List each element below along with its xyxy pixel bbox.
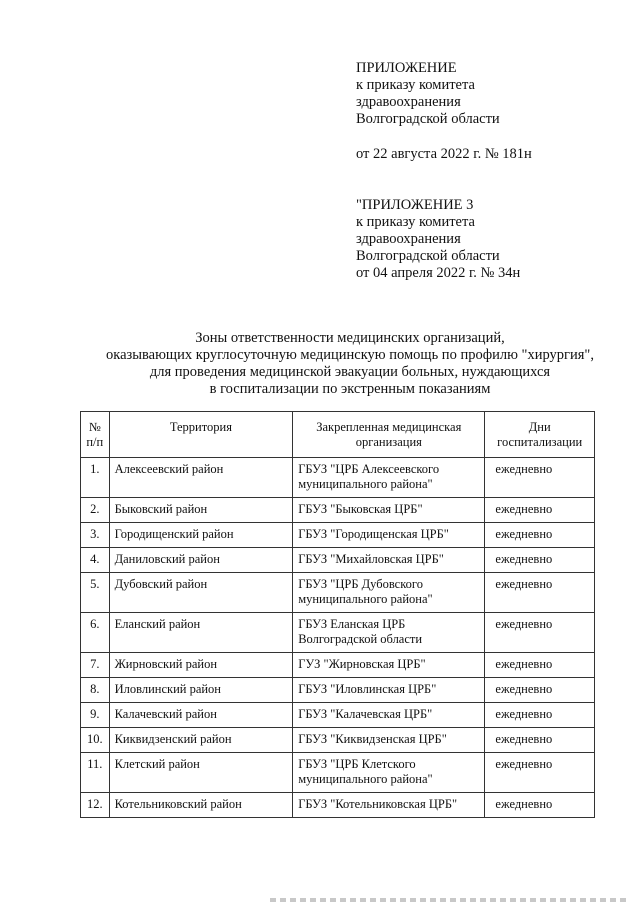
row-num: 7. (81, 653, 110, 678)
row-days: ежедневно (485, 548, 595, 573)
row-num: 6. (81, 613, 110, 653)
row-days: ежедневно (485, 573, 595, 613)
row-organization: ГБУЗ "Михайловская ЦРБ" (293, 548, 485, 573)
row-num: 1. (81, 458, 110, 498)
heading-line: в госпитализации по экстренным показаниям (209, 381, 491, 397)
row-days: ежедневно (485, 753, 595, 793)
heading-line: оказывающих круглосуточную медицинскую помощь по профилю "хирургия", (106, 347, 594, 363)
row-days: ежедневно (485, 523, 595, 548)
attachment3-line: Волгоградской области (356, 248, 500, 264)
row-num: 8. (81, 678, 110, 703)
row-days: ежедневно (485, 728, 595, 753)
table-row (81, 728, 595, 753)
row-num: 3. (81, 523, 110, 548)
row-days: ежедневно (485, 498, 595, 523)
row-territory: Алексеевский район (109, 458, 293, 498)
header-days: Дни госпитализации (485, 412, 595, 458)
row-organization: ГБУЗ "ЦРБ Клетского муниципального района" (293, 753, 485, 793)
attachment-title: ПРИЛОЖЕНИЕ (356, 60, 457, 76)
row-territory: Иловлинский район (109, 678, 293, 703)
attachment3-date: от 04 апреля 2022 г. № 34н (356, 265, 521, 281)
row-num: 5. (81, 573, 110, 613)
page-bottom-edge (270, 898, 630, 902)
row-organization: ГБУЗ "Быковская ЦРБ" (293, 498, 485, 523)
row-organization: ГБУЗ "Иловлинская ЦРБ" (293, 678, 485, 703)
row-organization: ГБУЗ "Киквидзенская ЦРБ" (293, 728, 485, 753)
row-territory: Котельниковский район (109, 793, 293, 818)
row-territory: Киквидзенский район (109, 728, 293, 753)
header-territory: Территория (109, 412, 293, 458)
row-num: 4. (81, 548, 110, 573)
row-territory: Быковский район (109, 498, 293, 523)
row-days: ежедневно (485, 678, 595, 703)
table-row (81, 498, 595, 523)
table-row (81, 653, 595, 678)
row-num: 11. (81, 753, 110, 793)
row-organization: ГБУЗ "Городищенская ЦРБ" (293, 523, 485, 548)
table-row (81, 548, 595, 573)
table-row (81, 753, 595, 793)
attachment3-block (356, 197, 520, 282)
attachment-line: здравоохранения (356, 94, 461, 110)
row-days: ежедневно (485, 458, 595, 498)
heading-line: для проведения медицинской эвакуации больных, нуждающихся (149, 364, 551, 380)
row-territory: Даниловский район (109, 548, 293, 573)
row-days: ежедневно (485, 653, 595, 678)
row-organization: ГБУЗ "ЦРБ Дубовского муниципального района" (293, 573, 485, 613)
row-territory: Жирновский район (109, 653, 293, 678)
table-row (81, 678, 595, 703)
attachment-line: Волгоградской области (356, 111, 500, 127)
row-organization: ГБУЗ "ЦРБ Алексеевского муниципального района" (293, 458, 485, 498)
row-days: ежедневно (485, 703, 595, 728)
table-row (81, 523, 595, 548)
table-row (81, 793, 595, 818)
attachment-line: к приказу комитета (356, 77, 475, 93)
row-territory: Еланский район (109, 613, 293, 653)
row-num: 10. (81, 728, 110, 753)
row-territory: Калачевский район (109, 703, 293, 728)
row-territory: Клетский район (109, 753, 293, 793)
table-row (81, 613, 595, 653)
table-header-row (81, 412, 595, 458)
row-num: 9. (81, 703, 110, 728)
attachment3-line: к приказу комитета (356, 214, 475, 230)
table-row (81, 458, 595, 498)
header-num: № п/п (81, 412, 110, 458)
header-organization: Закрепленная медицинская организация (293, 412, 485, 458)
row-days: ежедневно (485, 793, 595, 818)
row-territory: Городищенский район (109, 523, 293, 548)
row-organization: ГУЗ "Жирновская ЦРБ" (293, 653, 485, 678)
row-organization: ГБУЗ "Калачевская ЦРБ" (293, 703, 485, 728)
heading-line: Зоны ответственности медицинских организаций, (195, 330, 505, 346)
row-num: 12. (81, 793, 110, 818)
table-row (81, 573, 595, 613)
attachment3-title: "ПРИЛОЖЕНИЕ 3 (356, 197, 474, 213)
zones-table (80, 411, 595, 818)
row-territory: Дубовский район (109, 573, 293, 613)
row-organization: ГБУЗ "Котельниковская ЦРБ" (293, 793, 485, 818)
row-days: ежедневно (485, 613, 595, 653)
row-organization: ГБУЗ Еланская ЦРБ Волгоградской области (293, 613, 485, 653)
attachment3-line: здравоохранения (356, 231, 461, 247)
attachment-block (356, 60, 500, 128)
row-num: 2. (81, 498, 110, 523)
document-heading (60, 330, 640, 398)
table-row (81, 703, 595, 728)
attachment-date: от 22 августа 2022 г. № 181н (356, 146, 532, 162)
